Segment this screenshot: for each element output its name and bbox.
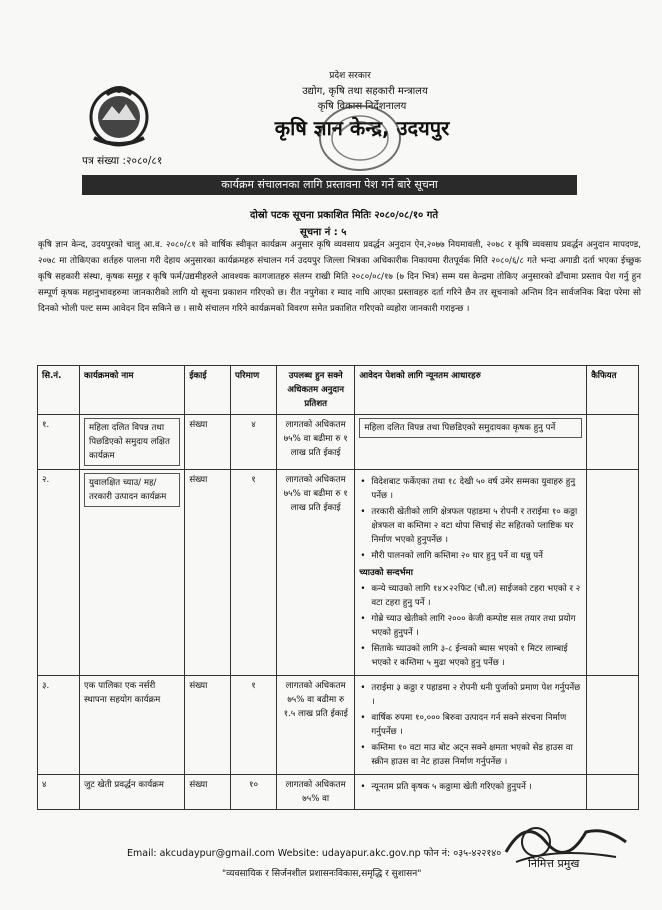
cell-sn: ४	[38, 775, 80, 810]
criteria-bullet: • न्यूनतम प्रति कृषक ५ कठ्ठामा खेती गरिएको हुनुपर्ने ।	[359, 780, 582, 794]
nepal-emblem-icon	[84, 80, 154, 150]
cell-quantity: ४	[230, 415, 276, 470]
table-row	[38, 470, 639, 676]
cell-quantity: १	[230, 470, 276, 676]
cell-remarks	[587, 415, 639, 470]
cell-program-name-text: महिला दलित विपन्न तथा पिछडिएको समुदाय लक्षित कार्यक्रम	[84, 418, 180, 466]
cell-program-name-text: युवालक्षित च्याउ/ मह/तरकारी उत्पादन कार्यक्रम	[84, 473, 180, 507]
notice-body: कृषि ज्ञान केन्द, उदयपुरको चालु आ.व. २०८०/८१ को वार्षिक स्वीकृत कार्यक्रम अनुसार कृषि व्यवसाय प्रवर्द्धन अनुदान ऐन,२०७७ नियमावली, २०७८ र कृषि व्यवसाय प्रवर्द्धन अनुदान मापदण्ड, २०७८ मा तोकिएका शर्तहरु पालना गरी देहाय अनुसारका कार्यक्रमहरु संचालन गर्न उदयपुर जिल्ला भित्रका अधिकारीक निकायमा रीतपूर्वक मिति २०८०/६/८ गते भन्दा अगाडी दर्ता भएका ईच्छुक कृषि सहकारी संस्था, कृषक समूह र कृषि फर्म/उद्यमीहरुले आवश्यक कागजातहरु संलग्न राखी मिति २०८०/०८/१७ (७ दिन भित्र) सम्म यस केन्द्रमा तोकिए अनुसारको ढाँचामा प्रस्ताव पेश गर्नु हुन सम्पूर्ण कृषक महानुभावहरुमा जानकारीको लागि यो सूचना प्रकाशन गरिएको छ। रीत नपुगेका र म्याद नाघि आएका प्रस्तावहरु दर्ता गरिने छैन तर सूचनाको अन्तिम दिन सार्वजनिक बिदा परेमा सो दिनको भोली पल्ट सम्म आवेदन दिन सकिने छ । साथै संचालन गरिने कार्यक्रमको विवरण समेत प्रकाशित गरिएको व्यहोरा जानकारी गराइन्छ ।	[38, 240, 641, 314]
criteria-text: महिला दलित विपन्न तथा पिछडिएको समुदायका कृषक हुनु पर्ने	[359, 418, 582, 438]
cell-unit: संख्या	[185, 676, 231, 775]
table-row	[38, 415, 639, 470]
col-quantity: परिमाण	[230, 366, 276, 415]
criteria-subheading: च्याउको सन्दर्भमा	[359, 568, 413, 578]
cell-criteria	[355, 775, 587, 810]
notice-banner: कार्यक्रम संचालनका लागि प्रस्तावना पेश गर्ने बारे सूचना	[82, 175, 577, 195]
office-stamp-icon	[315, 102, 405, 174]
cell-program-name	[80, 415, 185, 470]
col-unit: ईकाई	[185, 366, 231, 415]
col-program-name: कार्यक्रमको नाम	[80, 366, 185, 415]
cell-quantity: १०	[230, 775, 276, 810]
cell-subsidy: लागतको अधिकतम ७५% वा बढीमा रु १ लाख प्रति ईकाई	[277, 470, 355, 676]
cell-quantity: १	[230, 676, 276, 775]
col-sn: सि.नं.	[38, 366, 80, 415]
cell-program-name	[80, 470, 185, 676]
criteria-bullet: • मौरी पालनको लागि कम्तिमा २० घार हुनु पर्ने वा धन्नु पर्ने	[359, 549, 582, 563]
program-table	[37, 365, 639, 810]
cell-remarks	[587, 775, 639, 810]
cell-remarks	[587, 470, 639, 676]
criteria-bullet: • कन्ये च्याउको लागि १४×२२फिट (चौ.ल) साईजको टहरा भएको र २ वटा टहरा हुनु पर्ने ।	[359, 582, 582, 610]
footer-contact: Email: akcudaypur@gmail.com Website: udayapur.akc.gov.np फोन नं: ०३५-४२२१४०	[127, 848, 502, 859]
criteria-bullet: • वार्षिक रुपमा १०,००० बिरुवा उत्पादन गर्न सक्ने संरचना निर्माण गर्नुपर्नेछ ।	[359, 711, 582, 739]
cell-subsidy: लागतको अधिकतम ७५% वा	[277, 775, 355, 810]
header-line-1: प्रदेश सरकार	[329, 71, 371, 81]
letter-number: पत्र संख्या :२०८०/८१	[82, 155, 163, 167]
col-criteria: आवेदन पेशको लागि न्यूनतम आधारहरु	[355, 366, 587, 415]
table-row	[38, 676, 639, 775]
criteria-bullet: • गोब्रे च्याउ खेतीको लागि २००० केजी कम्पोष्ट सल तयार तथा प्रयोग भएको हुनुपर्ने ।	[359, 612, 582, 640]
cell-subsidy: लागतको अधिकतम ७५% वा बढीमा रु १ लाख प्रति ईकाई	[277, 415, 355, 470]
cell-remarks	[587, 676, 639, 775]
footer-slogan: "व्यवसायिक र सिर्जनशील प्रशासनःविकास,समृद्धि र सुशासन"	[222, 869, 422, 879]
cell-unit: संख्या	[185, 415, 231, 470]
cell-criteria	[355, 470, 587, 676]
signatory-role: निमित्त प्रमुख	[528, 857, 580, 870]
cell-program-name: एक पालिका एक नर्सरी स्थापना सहयोग कार्यक्रम	[80, 676, 185, 775]
second-notice-date: दोस्रो पटक सूचना प्रकाशित मितिः २०८०/०८/१० गते	[250, 210, 439, 221]
header-directorate: कृषि विकास निर्देशनालय	[317, 101, 407, 112]
signature-icon	[496, 812, 636, 882]
criteria-bullet: • कम्तिमा १० वटा माउ बोट अट्न सक्ने क्षमता भएको सेड हाउस वा स्क्रीन हाउस वा नेट हाउस निर्माण गर्नुपर्नेछ ।	[359, 741, 582, 769]
criteria-bullet: • तरकारी खेतीको लागि क्षेत्रफल पहाडमा ५ रोपनी र तराईमा १० कठ्ठा क्षेत्रफल वा कम्तिमा २ वटा थोपा सिचाई सेट सहितको प्लाष्टिक घर निर्माण भएको हुनुपर्नेछ ।	[359, 505, 582, 547]
table-header-row	[38, 366, 639, 415]
cell-program-name: जुट खेती प्रवर्द्धन कार्यक्रम	[80, 775, 185, 810]
cell-criteria	[355, 415, 587, 470]
cell-subsidy: लागतको अधिकतम ७५% वा बढीमा रु १.५ लाख प्रति ईकाई	[277, 676, 355, 775]
col-remarks: कैफियत	[587, 366, 639, 415]
table-row	[38, 775, 639, 810]
criteria-bullet: • तराईमा ३ कठ्ठा र पहाडमा २ रोपनी धनी पुर्जाको प्रमाण पेश गर्नुपर्नेछ ।	[359, 681, 582, 709]
cell-unit: संख्या	[185, 775, 231, 810]
header-ministry: उद्योग, कृषि तथा सहकारी मन्त्रालय	[302, 86, 428, 97]
criteria-bullet: • विदेशबाट फर्केएका तथा १८ देखी ५० वर्ष उमेर सम्मका युवाहरु हुनु पर्नेछ ।	[359, 475, 582, 503]
cell-sn: १.	[38, 415, 80, 470]
cell-sn: ३.	[38, 676, 80, 775]
notice-number: सूचना नं : ५	[300, 227, 347, 238]
cell-unit: संख्या	[185, 470, 231, 676]
cell-criteria	[355, 676, 587, 775]
cell-sn: २.	[38, 470, 80, 676]
col-subsidy: उपलब्ध हुन सक्ने अधिकतम अनुदान प्रतिशत	[277, 366, 355, 415]
office-title: कृषि ज्ञान केन्द्र, उदयपुर	[274, 116, 450, 140]
criteria-bullet: • सिताके च्याउको लागि ३-८ ईन्चको ब्यास भएको १ मिटर लाम्बाई भएको र कम्तिमा ५ मुढा भएको हुनु पर्नेछ ।	[359, 642, 582, 670]
